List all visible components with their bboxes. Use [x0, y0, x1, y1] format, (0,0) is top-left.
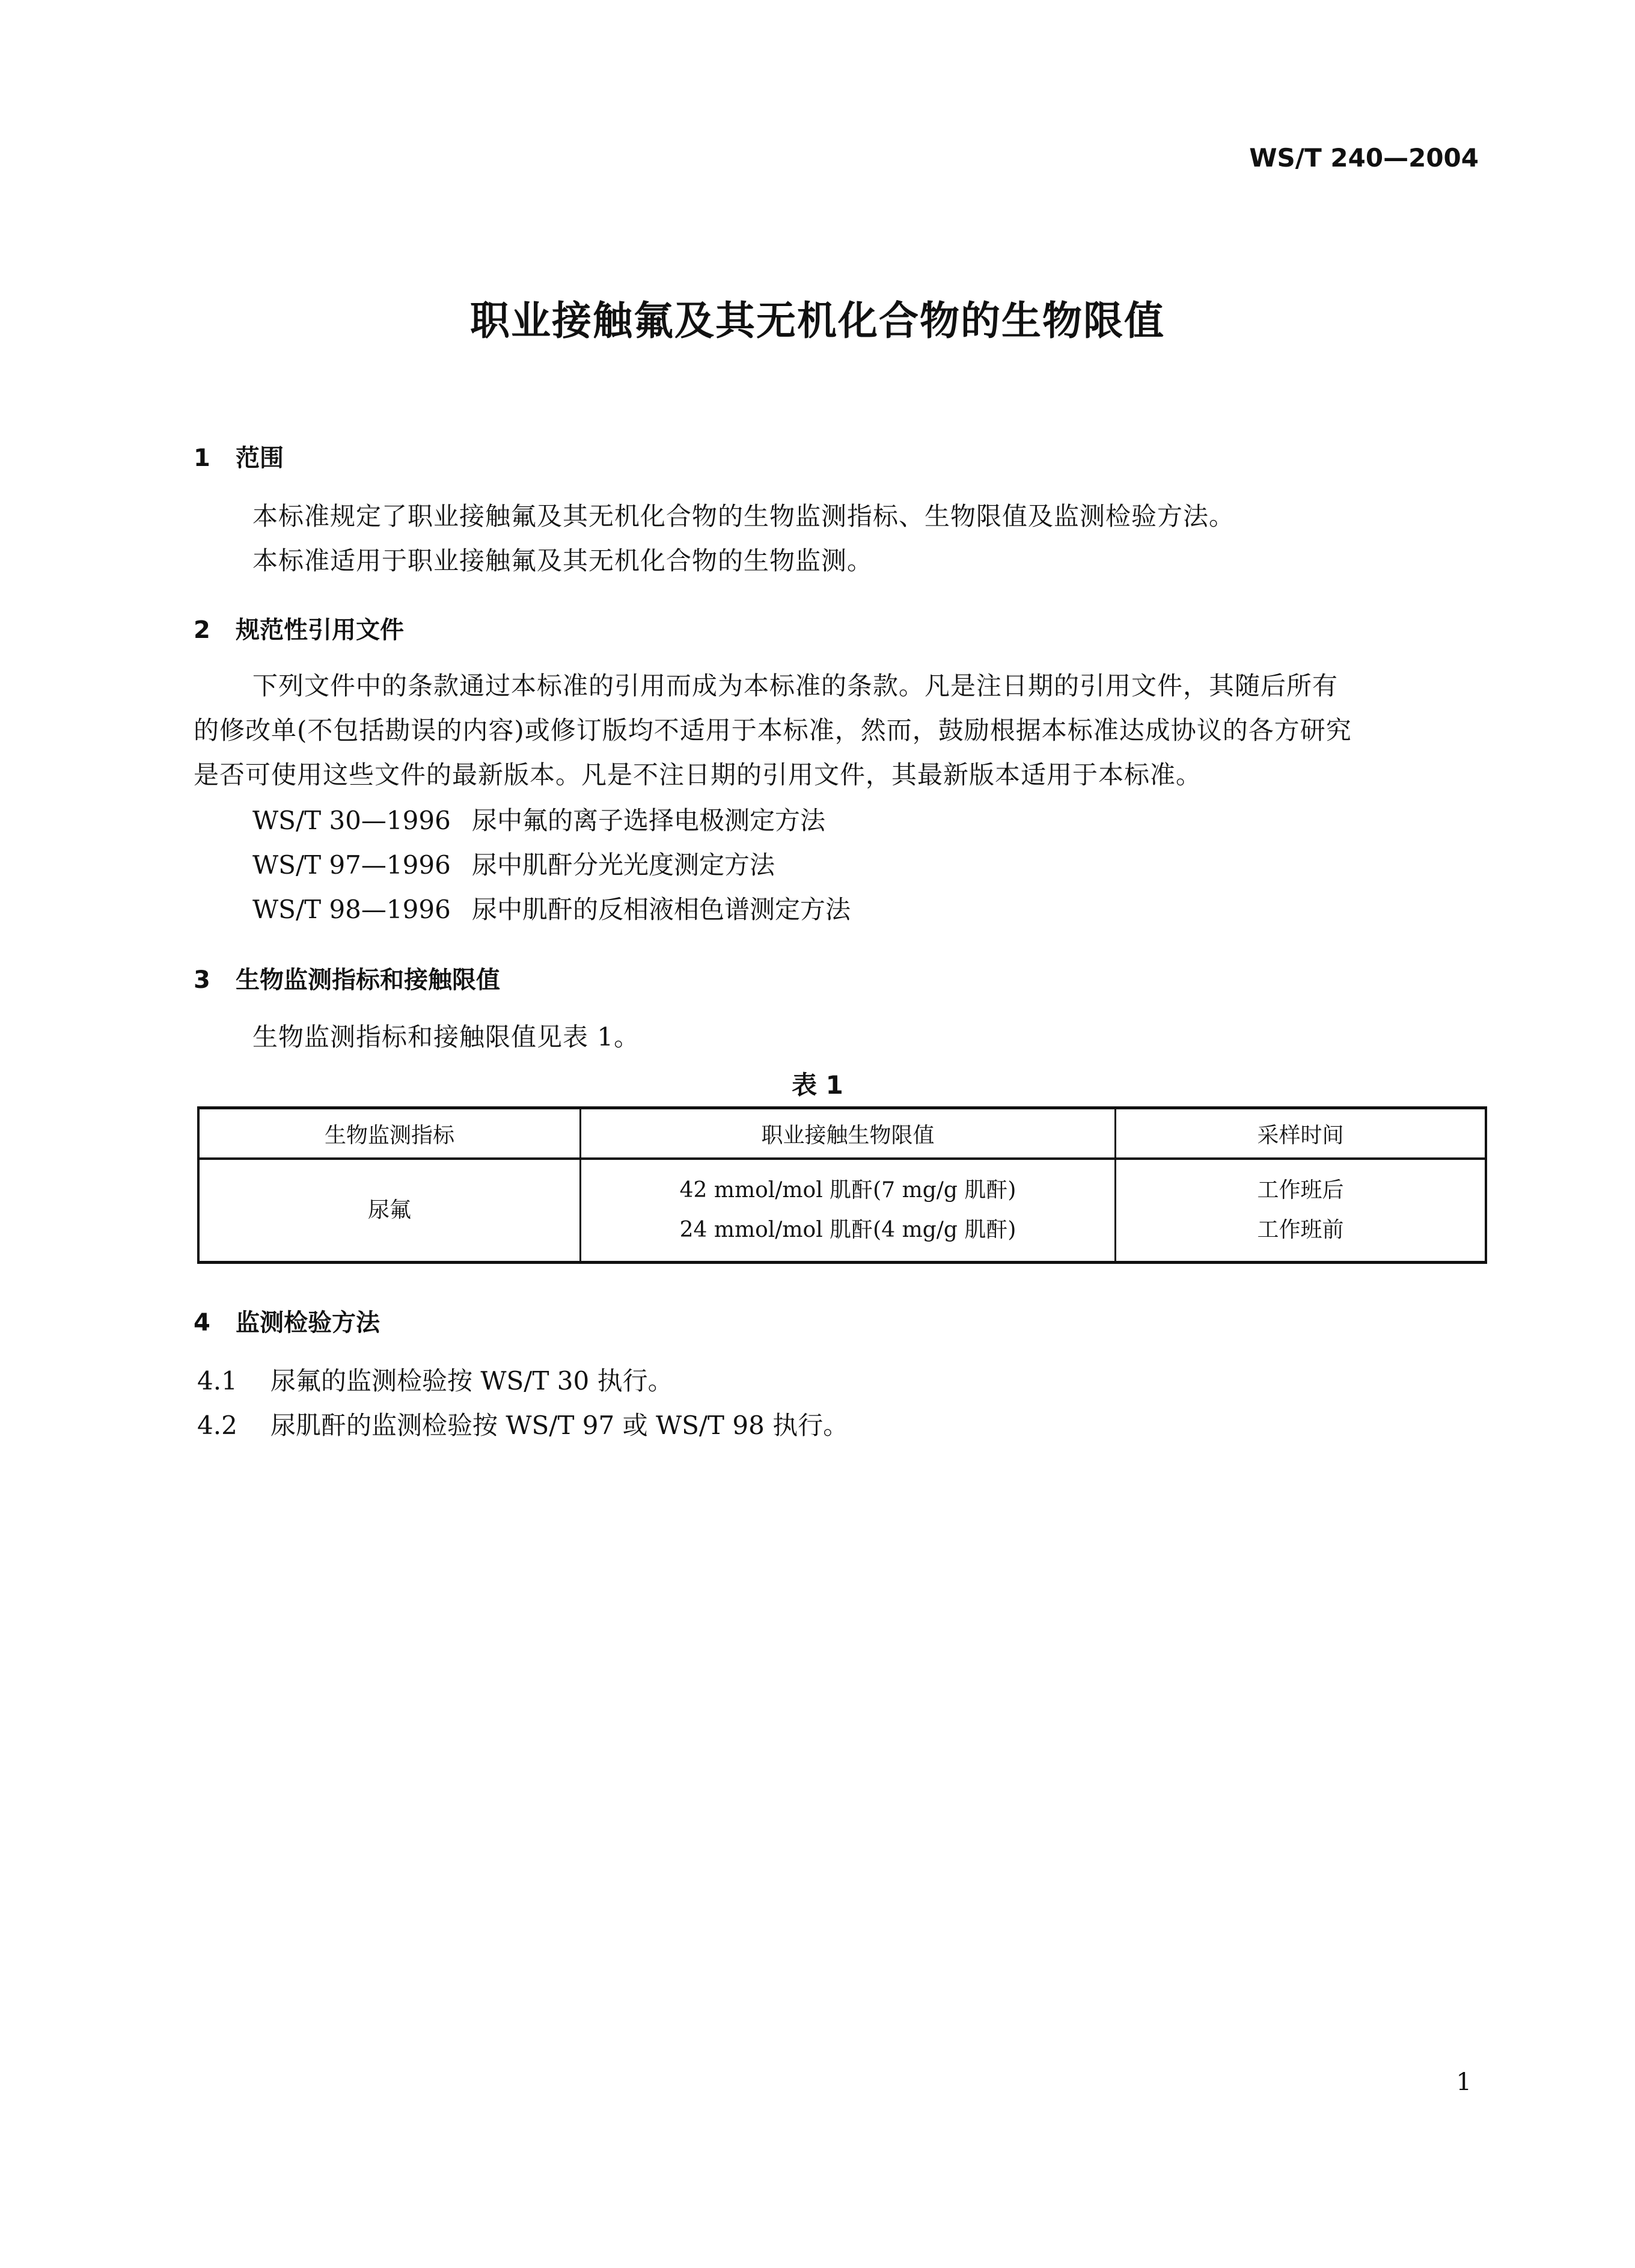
limit-values-cell: [581, 1159, 1116, 1263]
section-number: 1: [194, 444, 210, 472]
standard-code: WS/T 240—2004: [1249, 143, 1479, 173]
paragraph: 本标准规定了职业接触氟及其无机化合物的生物监测指标、生物限值及监测检验方法。: [252, 501, 1235, 531]
column-header: 职业接触生物限值: [581, 1108, 1116, 1159]
reference-code: WS/T 30—1996: [252, 806, 451, 835]
section-title: 规范性引用文件: [236, 616, 404, 644]
paragraph: 本标准适用于职业接触氟及其无机化合物的生物监测。: [252, 546, 873, 575]
page-number: 1: [1456, 2068, 1472, 2096]
reference-item: [252, 801, 825, 837]
item-number: 4.2: [197, 1411, 237, 1440]
sampling-time: 工作班前: [1257, 1218, 1344, 1242]
paragraph-line: 是否可使用这些文件的最新版本。凡是不注日期的引用文件，其最新版本适用于本标准。: [194, 760, 1202, 789]
section-heading-normative-references: [194, 611, 404, 645]
table-header-row: [198, 1108, 1486, 1159]
column-header: 采样时间: [1116, 1108, 1487, 1159]
sampling-time-cell: [1116, 1159, 1487, 1263]
item-text: 尿氟的监测检验按 WS/T 30 执行。: [270, 1366, 673, 1396]
reference-item: [252, 845, 775, 881]
paragraph: 生物监测指标和接触限值见表 1。: [252, 1022, 640, 1052]
reference-code: WS/T 98—1996: [252, 895, 451, 924]
section-title: 生物监测指标和接触限值: [236, 966, 500, 994]
reference-title: 尿中氟的离子选择电极测定方法: [472, 806, 826, 835]
table-caption: 表 1: [792, 1070, 843, 1100]
section-title: 范围: [236, 444, 284, 472]
reference-title: 尿中肌酐分光光度测定方法: [472, 850, 775, 880]
column-header: 生物监测指标: [198, 1108, 581, 1159]
reference-code: WS/T 97—1996: [252, 850, 451, 880]
biological-limits-table: [197, 1106, 1487, 1264]
table-row: [198, 1159, 1486, 1263]
section-number: 2: [194, 616, 210, 644]
section-number: 3: [194, 966, 210, 994]
paragraph-line: 的修改单(不包括勘误的内容)或修订版均不适用于本标准，然而，鼓励根据本标准达成协议的各方研究: [194, 716, 1352, 745]
sampling-time: 工作班后: [1257, 1178, 1344, 1203]
section-number: 4: [194, 1309, 210, 1337]
limit-value: 42 mmol/mol 肌酐(7 mg/g 肌酐): [679, 1178, 1016, 1203]
paragraph-line: 下列文件中的条款通过本标准的引用而成为本标准的条款。凡是注日期的引用文件，其随后所有: [252, 671, 1339, 700]
indicator-cell: 尿氟: [198, 1159, 581, 1263]
item-number: 4.1: [197, 1366, 237, 1396]
item-text: 尿肌酐的监测检验按 WS/T 97 或 WS/T 98 执行。: [270, 1411, 849, 1440]
section-heading-scope: [194, 439, 284, 473]
limit-value: 24 mmol/mol 肌酐(4 mg/g 肌酐): [679, 1218, 1016, 1242]
section-heading-methods: [194, 1304, 380, 1338]
reference-title: 尿中肌酐的反相液相色谱测定方法: [472, 895, 851, 924]
method-item: [197, 1361, 673, 1397]
method-item: [197, 1406, 848, 1442]
section-title: 监测检验方法: [236, 1309, 380, 1337]
page-title: 职业接触氟及其无机化合物的生物限值: [470, 298, 1165, 344]
section-heading-indicators: [194, 961, 500, 995]
reference-item: [252, 890, 851, 926]
